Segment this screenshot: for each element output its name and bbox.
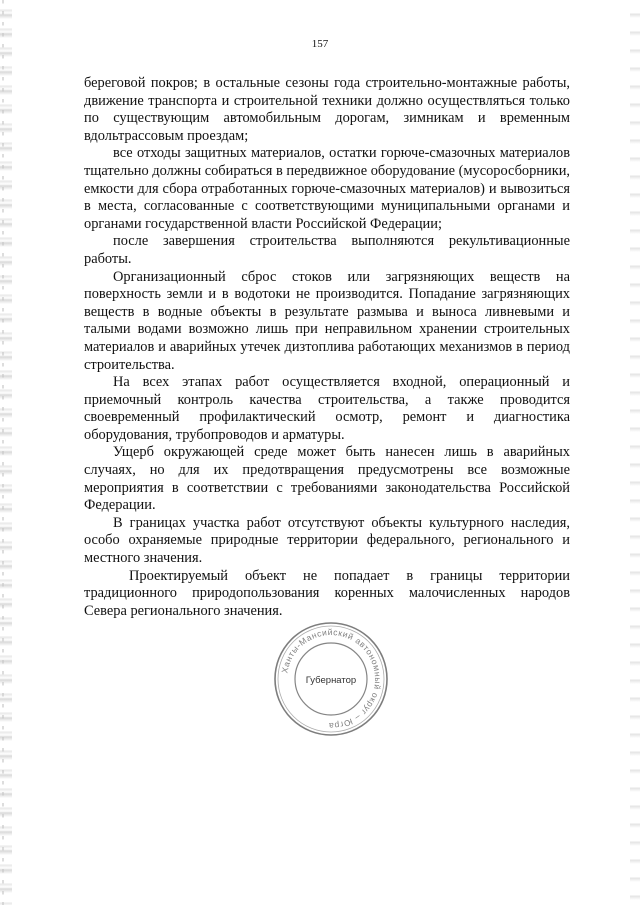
stamp-ring-text: Ханты-Мансийский автономный округ – Югра <box>279 626 384 732</box>
paragraph-1: береговой покров; в остальные сезоны года строительно-монтажные работы, движение транспорта и строительной техники должно осуществляться только по существующим автомобильным дорогам, зимникам и временным вдольтрассовым проездам; <box>84 75 570 144</box>
scan-edge-left <box>0 0 12 905</box>
paragraph-6: Ущерб окружающей среде может быть нанесен лишь в аварийных случаях, но для их предотвращения предусмотрены все возможные мероприятия в соответствии с требованиями законодательства Российской Федерации. <box>84 444 570 514</box>
paragraph-2: все отходы защитных материалов, остатки горюче-смазочных материалов тщательно должны собираться в передвижное оборудование (мусоросборники, емкости для сбора отработанных горюче-смазочных материалов) и вывозиться в места, согласованные с соответствующими муниципальными органами и органами государственной власти Российской Федерации; <box>84 145 570 232</box>
stamp-seal <box>272 620 390 738</box>
paragraph-3: после завершения строительства выполняются рекультивационные работы. <box>84 233 570 267</box>
paragraph-4: Организационный сброс стоков или загрязняющих веществ на поверхность земли и в водотоки не производится. Попадание загрязняющих веществ в водные объекты в результате размыва и выноса ливневыми и талыми водами возможно лишь при неправильном хранении строительных материалов и аварийных утечек дизтоплива работающих механизмов в период строительства. <box>84 268 570 373</box>
document-body <box>84 75 570 620</box>
paragraph-8: Проектируемый объект не попадает в границы территории традиционного природопользования коренных малочисленных народов Севера регионального значения. <box>84 567 570 619</box>
page-number: 157 <box>311 38 329 50</box>
official-stamp <box>272 620 390 738</box>
scan-edge-right <box>630 0 640 905</box>
paragraph-7: В границах участка работ отсутствуют объекты культурного наследия, особо охраняемые природные территории федерального, регионального и местного значения. <box>84 514 570 567</box>
stamp-center-text: Губернатор <box>305 675 357 686</box>
paragraph-5: На всех этапах работ осуществляется входной, операционный и приемочный контроль качества строительства, а также проводится своевременный профилактический осмотр, ремонт и диагностика оборудования, трубопроводов и арматуры. <box>84 374 570 443</box>
